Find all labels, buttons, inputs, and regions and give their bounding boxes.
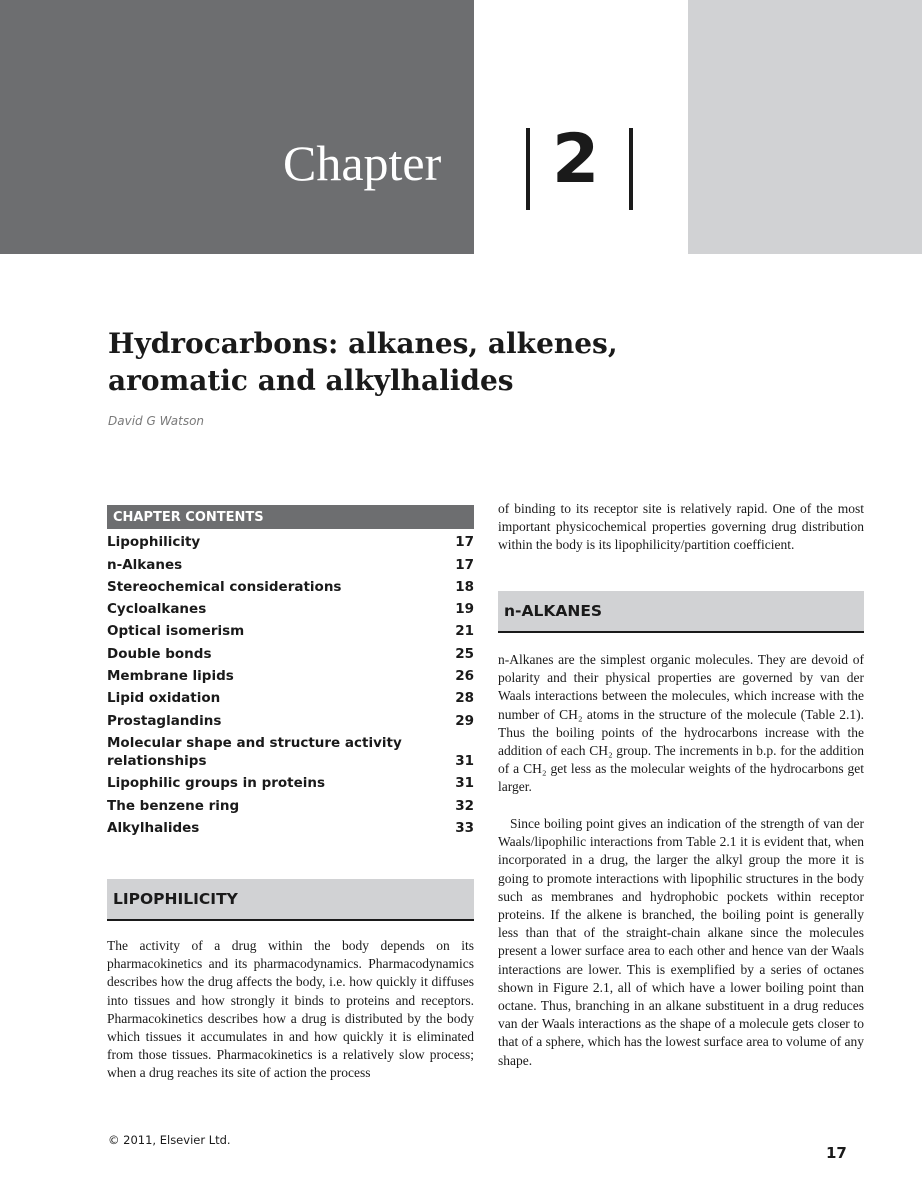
toc-item-label: Alkylhalides (107, 819, 200, 836)
toc-item-label: Cycloalkanes (107, 601, 207, 618)
chapter-title-line-2: aromatic and alkylhalides (108, 364, 514, 397)
toc-item (107, 819, 474, 837)
toc-item-label: n-Alkanes (107, 556, 183, 573)
toc-item (107, 622, 474, 640)
continued-paragraph: of binding to its receptor site is relatively rapid. One of the most important physicochemical properties governing drug distribution within the body is its lipophilicity/partition coefficient. (498, 501, 864, 553)
n-alkanes-paragraph-2: Since boiling point gives an indication of the strength of van der Waals/lipophilic interactions from Table 2.1 it is evident that, when incorporated in a drug, the larger the alkyl group the more it is going to promote interactions with lipophilic structures in the body such as membranes and hydrophobic pockets within receptor proteins. If the alkene is branched, the boiling point is generally less than that of the straight-chain alkane since the molecules present a lower surface area to each other and hence van der Waals interactions are lower. This is exemplified by a series of octanes shown in Figure 2.1, all of which have a lower boiling point than octane. Thus, branching in an alkane substituent in a drug reduces van der Waals interactions as the shape of a molecule gets closer to that of a sphere, which has the lowest surface area to volume of any shape. (498, 816, 864, 1068)
toc-item-label: Lipid oxidation (107, 690, 221, 707)
toc-item (107, 774, 474, 792)
toc-item (107, 667, 474, 685)
toc-item-label: Membrane lipids (107, 668, 234, 685)
toc-item-label: Lipophilicity (107, 534, 201, 551)
toc-item-page: 33 (455, 819, 474, 836)
toc-item (107, 712, 474, 730)
chapter-label: Chapter (283, 135, 442, 191)
toc-item-label: Lipophilic groups in proteins (107, 775, 326, 792)
toc-item-page: 31 (455, 752, 474, 769)
toc-item-label: Stereochemical considerations (107, 578, 342, 595)
toc-item-page: 29 (455, 712, 474, 729)
lipophilicity-heading-band (107, 879, 474, 921)
toc-item (107, 600, 474, 618)
toc-item-page: 21 (455, 623, 474, 640)
chapter-number: 2 (552, 120, 600, 199)
chapter-contents-box (107, 505, 474, 837)
n-alkanes-heading: n-ALKANES (504, 602, 603, 620)
toc-item-label: Prostaglandins (107, 712, 222, 729)
toc-item-page: 17 (455, 556, 474, 573)
toc-item-label: The benzene ring (107, 797, 240, 814)
toc-item (107, 533, 474, 551)
toc-item (107, 689, 474, 707)
toc-item-page: 26 (455, 668, 474, 685)
n-alkanes-heading-band (498, 591, 864, 633)
lipophilicity-paragraph: The activity of a drug within the body depends on its pharmacokinetics and its pharmacodynamics. Pharmacodynamics describes how the drug affects the body, i.e. how quickly it diffuses into tissues and how strongly it binds to proteins and receptors. Pharmacokinetics describes how a drug is distributed by the body which tissues it accumulates in and how quickly it is eliminated from those tissues. Pharmacokinetics is a relatively slow process; when a drug reaches its site of action the process (107, 938, 474, 1081)
toc-item (107, 645, 474, 663)
toc-item-page: 25 (455, 645, 474, 662)
lipophilicity-heading: LIPOPHILICITY (113, 890, 238, 908)
toc-item-label: Double bonds (107, 645, 212, 662)
chapter-title (108, 325, 708, 399)
toc-item (107, 578, 474, 596)
toc-item-page: 28 (455, 690, 474, 707)
n-alkanes-paragraph-1: n-Alkanes are the simplest organic molecules. They are devoid of polarity and their physical properties are governed by van der Waals interactions between the molecules, which increase with the number of CH₂ atoms in the structure of the molecule (Table 2.1). Thus the boiling points of the hydrocarbons increase with the addition of each CH₂ group. The increments in b.p. for the addition of a CH₂ get less as the molecular weights of the hydrocarbons get larger. (498, 652, 864, 795)
toc-item-page: 31 (455, 775, 474, 792)
toc-item-label: Optical isomerism (107, 623, 245, 640)
chapter-number-right-bar (629, 128, 633, 210)
chapter-contents-heading: CHAPTER CONTENTS (107, 505, 474, 529)
toc-item-page: 32 (455, 797, 474, 814)
toc-item-label: Molecular shape and structure activity relationships (107, 734, 402, 769)
chapter-title-line-1: Hydrocarbons: alkanes, alkenes, (108, 327, 618, 360)
author-name: David G Watson (108, 414, 205, 428)
toc-item (107, 797, 474, 815)
chapter-header-light-panel (688, 0, 922, 254)
toc-item (107, 556, 474, 574)
toc-item-page: 17 (455, 534, 474, 551)
toc-item-page: 19 (455, 601, 474, 618)
page-number: 17 (826, 1144, 847, 1162)
toc-list (107, 533, 474, 837)
copyright-notice: © 2011, Elsevier Ltd. (108, 1133, 231, 1147)
chapter-number-left-bar (526, 128, 530, 210)
toc-item (107, 734, 474, 770)
toc-item-page: 18 (455, 578, 474, 595)
chapter-header-dark-panel (0, 0, 474, 254)
